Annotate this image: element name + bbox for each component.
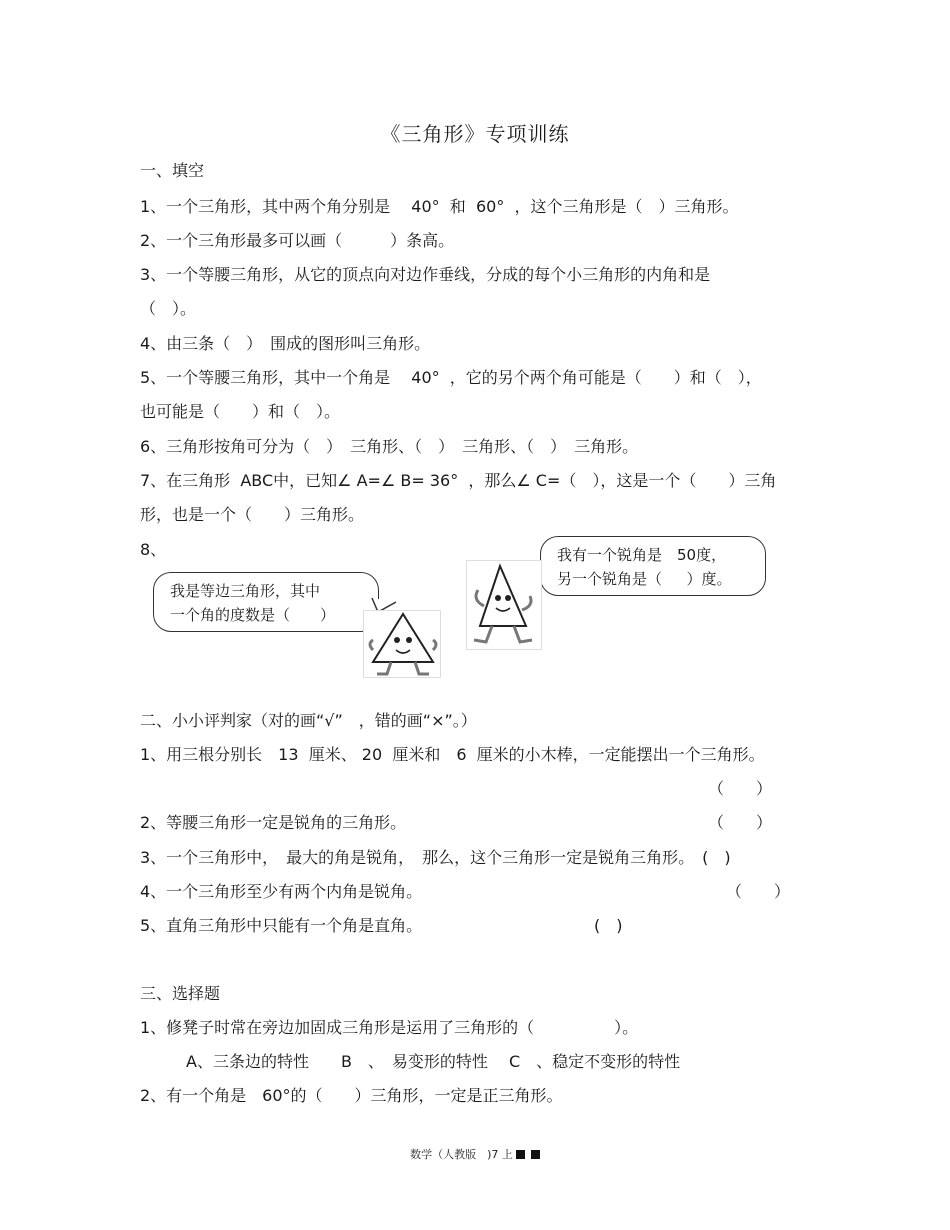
square-mark-icon bbox=[516, 1150, 525, 1159]
fill-question-2: 2、一个三角形最多可以画（ ）条高。 bbox=[140, 231, 455, 250]
choice-question-1-options: A、三条边的特性 B 、 易变形的特性 C 、稳定不变形的特性 bbox=[186, 1052, 681, 1071]
fill-question-5-line1: 5、一个等腰三角形，其中一个角是 40° ，它的另个两个角可能是（ ）和（ ）， bbox=[140, 368, 762, 387]
fill-question-3-line1: 3、一个等腰三角形，从它的顶点向对边作垂线，分成的每个小三角形的内角和是 bbox=[140, 265, 711, 284]
fill-question-1: 1、一个三角形，其中两个角分别是 40° 和 60° ，这个三角形是（ ）三角形。 bbox=[140, 197, 739, 216]
right-triangle-cartoon-icon bbox=[466, 560, 542, 650]
judge-question-3: 3、一个三角形中， 最大的角是锐角， 那么，这个三角形一定是锐角三角形。 ( ) bbox=[140, 848, 731, 867]
judge-answer-2[interactable]: （ ） bbox=[708, 813, 773, 832]
judge-answer-1[interactable]: （ ） bbox=[708, 779, 773, 798]
speech-bubble-equilateral: 我是等边三角形，其中 一个角的度数是（ ） bbox=[153, 572, 379, 632]
fill-question-4: 4、由三条（ ） 围成的图形叫三角形。 bbox=[140, 334, 431, 353]
equilateral-triangle-cartoon-icon bbox=[363, 610, 441, 678]
fill-question-6: 6、三角形按角可分为（ ） 三角形、（ ） 三角形、（ ） 三角形。 bbox=[140, 437, 639, 456]
judge-answer-5[interactable]: ( ) bbox=[594, 916, 623, 935]
judge-question-1: 1、用三根分别长 13 厘米、 20 厘米和 6 厘米的小木棒，一定能摆出一个三角形。 bbox=[140, 745, 765, 764]
choice-question-2: 2、有一个角是 60°的（ ）三角形，一定是正三角形。 bbox=[140, 1086, 563, 1105]
judge-answer-4[interactable]: （ ） bbox=[726, 882, 791, 901]
fill-question-3-line2: （ ）。 bbox=[140, 299, 197, 318]
judge-question-2: 2、等腰三角形一定是锐角的三角形。 bbox=[140, 813, 407, 832]
section1-heading: 一、填空 bbox=[140, 161, 205, 180]
fill-question-5-line2: 也可能是（ ）和（ ）。 bbox=[140, 402, 341, 421]
speech-bubble-acute: 我有一个锐角是 50度， 另一个锐角是（ ）度。 bbox=[540, 536, 766, 596]
fill-question-8: 8、 bbox=[140, 540, 167, 559]
fill-question-7-line1: 7、在三角形 ABC中，已知∠ A=∠ B= 36° ，那么∠ C=（ ），这是一个（ ）三角 bbox=[140, 471, 777, 490]
page-footer bbox=[0, 1146, 950, 1162]
section2-heading: 二、小小评判家（对的画“√” ，错的画“×”。） bbox=[140, 711, 477, 730]
section3-heading: 三、选择题 bbox=[140, 984, 221, 1003]
choice-question-1: 1、修凳子时常在旁边加固成三角形是运用了三角形的（ ）。 bbox=[140, 1018, 639, 1037]
square-mark-icon bbox=[531, 1150, 540, 1159]
judge-question-5: 5、直角三角形中只能有一个角是直角。 bbox=[140, 916, 423, 935]
page-title: 《三角形》专项训练 bbox=[380, 122, 570, 146]
fill-question-7-line2: 形，也是一个（ ）三角形。 bbox=[140, 505, 365, 524]
judge-question-4: 4、一个三角形至少有两个内角是锐角。 bbox=[140, 882, 423, 901]
footer-text: 数学（人教版 )7 上 bbox=[410, 1148, 513, 1161]
